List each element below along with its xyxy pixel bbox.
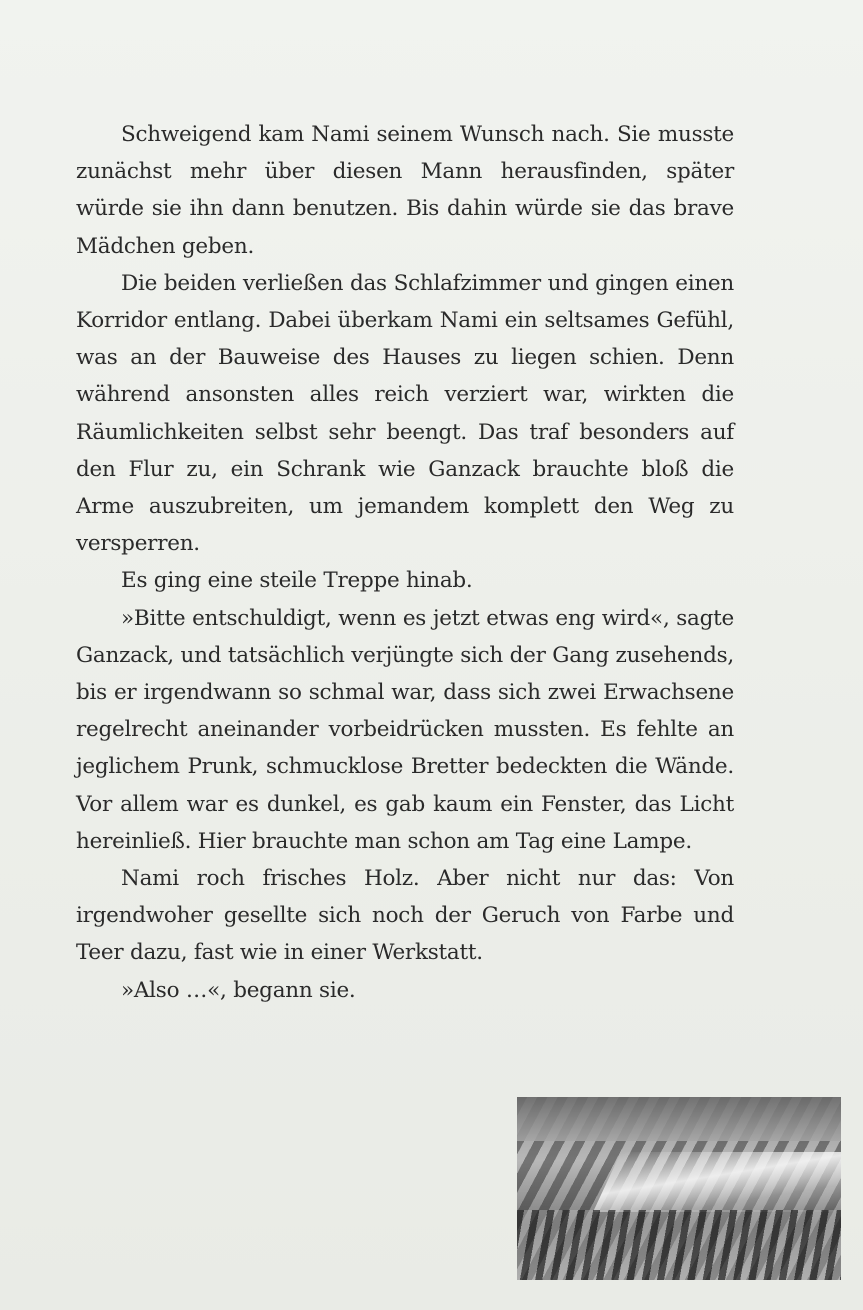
paragraph: Die beiden verließen das Schlafzimmer und gingen einen Korridor entlang. Dabei überkam Nami ein seltsames Gefühl, was an der Bauweise des Hauses zu liegen schien. Denn während ansonsten alles reich verziert war, wirkten die Räumlichkeiten selbst sehr beengt. Das traf besonders auf den Flur zu, ein Schrank wie Ganzack brauchte bloß die Arme auszubreiten, um jemandem komplett den Weg zu versperren.	[76, 270, 734, 557]
paragraph: Es ging eine steile Treppe hinab.	[121, 568, 473, 594]
corner-illustration	[517, 1097, 841, 1280]
paragraph: Schweigend kam Nami seinem Wunsch nach. Sie musste zunächst mehr über diesen Mann herausfinden, später würde sie ihn dann benutzen. Bis dahin würde sie das brave Mädchen geben.	[76, 122, 734, 259]
paragraph: Nami roch frisches Holz. Aber nicht nur das: Von irgendwoher gesellte sich noch der Geruch von Farbe und Teer dazu, fast wie in einer Werkstatt.	[76, 866, 734, 966]
paragraph: »Bitte entschuldigt, wenn es jetzt etwas eng wird«, sagte Ganzack, und tatsächlich verjüngte sich der Gang zusehends, bis er irgendwann so schmal war, dass sich zwei Erwachsene regelrecht aneinander vorbeidrücken mussten. Es fehlte an jeglichem Prunk, schmucklose Bretter bedeckten die Wände. Vor allem war es dunkel, es gab kaum ein Fenster, das Licht hereinließ. Hier brauchte man schon am Tag eine Lampe.	[76, 605, 734, 854]
book-text	[76, 116, 734, 1009]
paragraph: »Also …«, begann sie.	[121, 977, 356, 1003]
